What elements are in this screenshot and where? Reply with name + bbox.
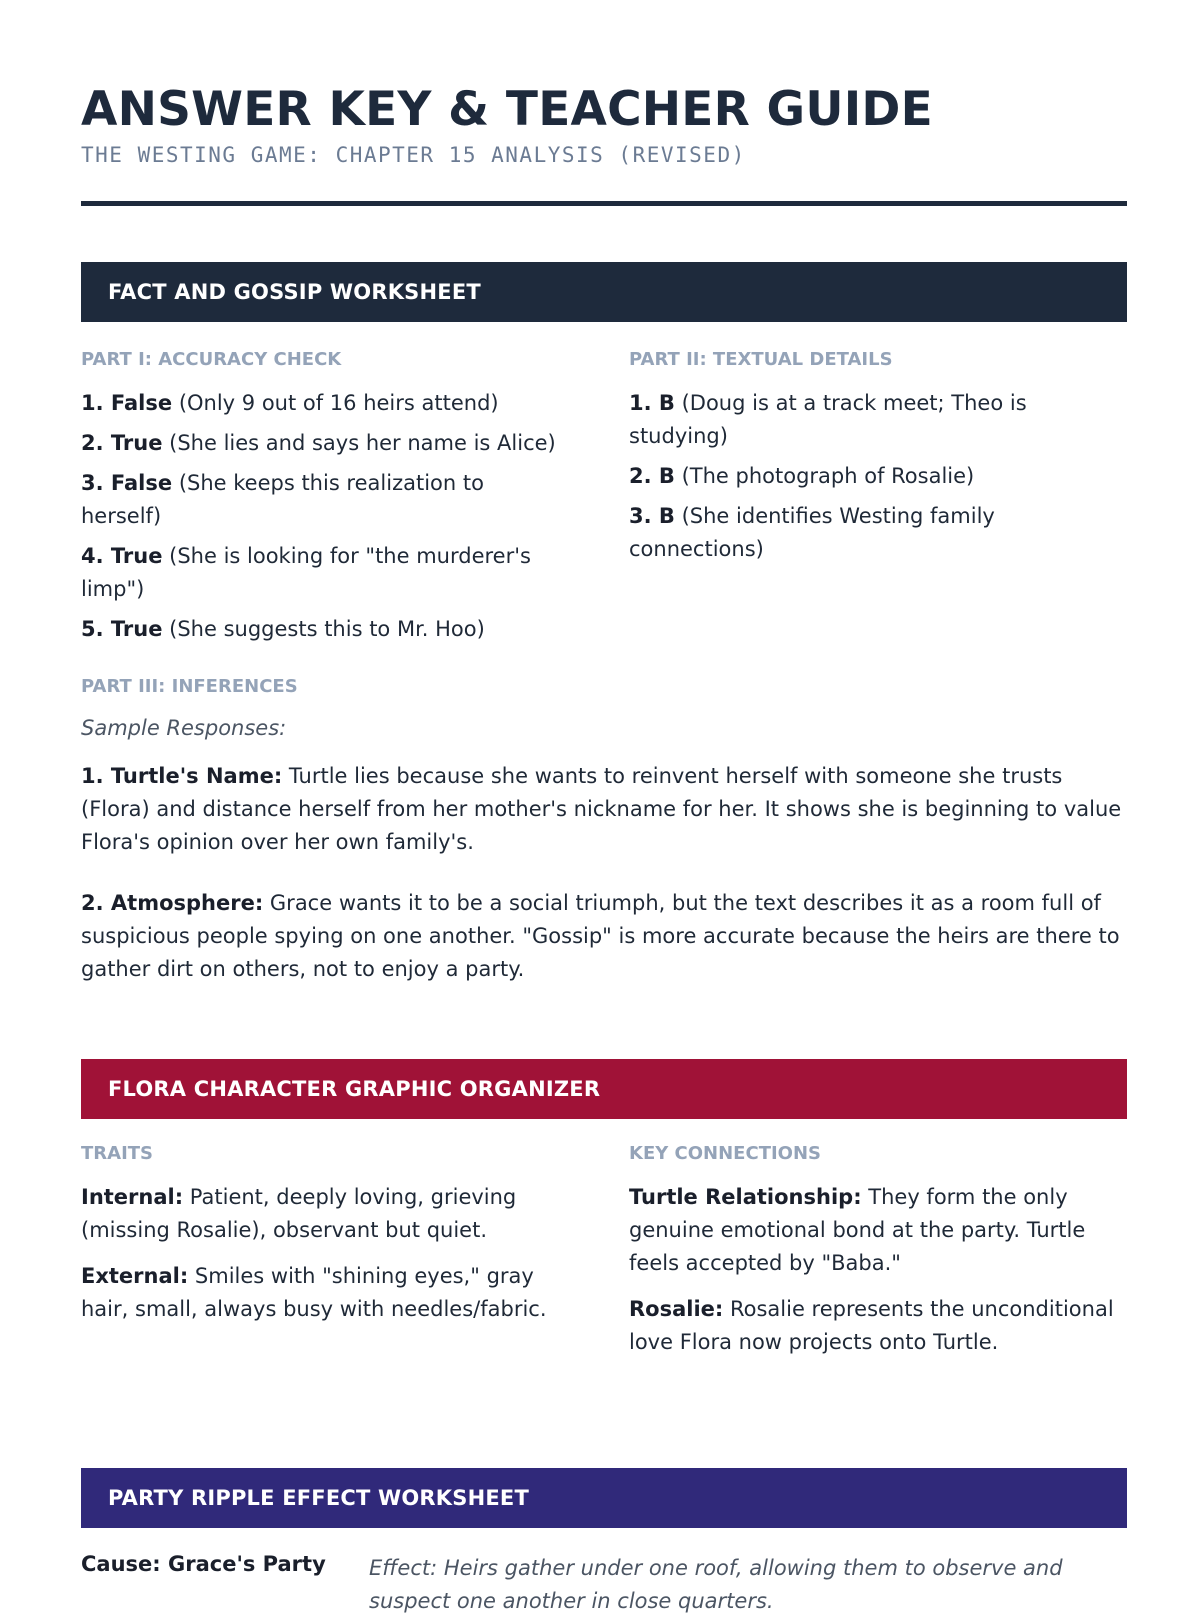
list-item: 1. False (Only 9 out of 16 heirs attend) xyxy=(81,391,499,415)
part3-label: PART III: INFERENCES xyxy=(81,676,298,697)
list-item: External: Smiles with "shining eyes," gray hair, small, always busy with needles/fabric. xyxy=(81,1264,547,1321)
list-item: Rosalie: Rosalie represents the unconditional love Flora now projects onto Turtle. xyxy=(629,1297,1114,1354)
fact-gossip-banner: FACT AND GOSSIP WORKSHEET xyxy=(81,262,1127,322)
part2-list xyxy=(629,387,1104,573)
part1-list xyxy=(81,387,556,653)
flora-banner: FLORA CHARACTER GRAPHIC ORGANIZER xyxy=(81,1059,1127,1119)
page-title: ANSWER KEY & TEACHER GUIDE xyxy=(81,82,933,137)
connections-list xyxy=(629,1181,1119,1366)
part1-label: PART I: ACCURACY CHECK xyxy=(81,349,342,370)
sample-responses-label: Sample Responses: xyxy=(81,716,287,740)
connections-label: KEY CONNECTIONS xyxy=(629,1143,821,1164)
list-item: 4. True (She is looking for "the murderer's limp") xyxy=(81,544,531,601)
ripple-banner: PARTY RIPPLE EFFECT WORKSHEET xyxy=(81,1468,1127,1528)
inference-answer: 1. Turtle's Name: Turtle lies because she wants to reinvent herself with someone she trusts (Flora) and distance herself from her mother's nickname for her. It shows she is beginning to value Flora's opinion over her own family's. xyxy=(81,764,1122,854)
inference-answer: 2. Atmosphere: Grace wants it to be a social triumph, but the text describes it as a room full of suspicious people spying on one another. "Gossip" is more accurate because the heirs are there to gather dirt on others, not to enjoy a party. xyxy=(81,891,1120,981)
list-item: 1. B (Doug is at a track meet; Theo is studying) xyxy=(629,391,1027,448)
page-subtitle: THE WESTING GAME: CHAPTER 15 ANALYSIS (REVISED) xyxy=(81,143,746,167)
list-item: Turtle Relationship: They form the only genuine emotional bond at the party. Turtle feels accepted by "Baba." xyxy=(629,1185,1086,1275)
list-item: 5. True (She suggests this to Mr. Hoo) xyxy=(81,617,485,641)
traits-label: TRAITS xyxy=(81,1143,154,1164)
list-item: 3. B (She identifies Westing family connections) xyxy=(629,504,995,561)
list-item: Internal: Patient, deeply loving, grieving (missing Rosalie), observant but quiet. xyxy=(81,1185,517,1242)
effect-text: Effect: Heirs gather under one roof, allowing them to observe and suspect one another in close quarters. xyxy=(369,1556,1063,1613)
traits-list xyxy=(81,1181,556,1333)
list-item: 3. False (She keeps this realization to herself) xyxy=(81,471,484,528)
list-item: 2. B (The photograph of Rosalie) xyxy=(629,464,975,488)
cause-label: Cause: Grace's Party xyxy=(81,1552,326,1576)
header-divider xyxy=(81,201,1127,206)
part2-label: PART II: TEXTUAL DETAILS xyxy=(629,349,893,370)
list-item: 2. True (She lies and says her name is Alice) xyxy=(81,431,556,455)
